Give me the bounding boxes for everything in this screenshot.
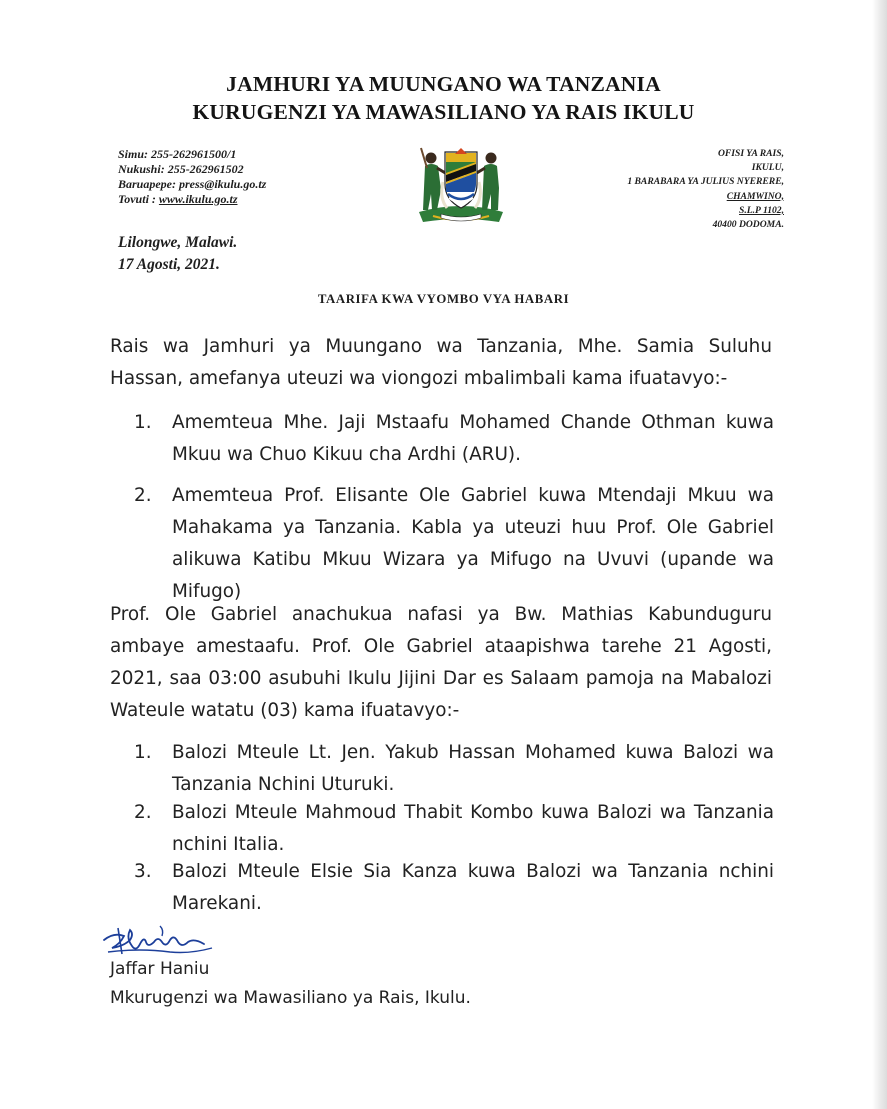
website-label: Tovuti : xyxy=(118,192,159,206)
website-link[interactable]: www.ikulu.go.tz xyxy=(158,192,238,206)
ambassador-item-1 xyxy=(134,737,774,801)
email-line: Baruapepe: press@ikulu.go.tz xyxy=(118,177,267,191)
second-paragraph: Prof. Ole Gabriel anachukua nafasi ya Bw. Mathias Kabunduguru ambaye amestaafu. Prof. Ole Gabriel ataapishwa tarehe 21 Agosti, 2021, saa 03:00 asubuhi Ikulu Jijini Dar es Salaam pamoja na Mabalozi Wateule watatu (03) kama ifuatavyo:- xyxy=(110,604,772,721)
address-line: IKULU, xyxy=(751,162,784,174)
ambassador-item-3 xyxy=(134,856,774,920)
list-text: Balozi Mteule Lt. Jen. Yakub Hassan Mohamed kuwa Balozi wa Tanzania Nchini Uturuki. xyxy=(172,742,774,795)
press-release-title: TAARIFA KWA VYOMBO VYA HABARI xyxy=(317,292,570,306)
appointment-item-1 xyxy=(134,407,774,471)
coat-of-arms-emblem xyxy=(411,138,511,226)
list-text: Amemteua Mhe. Jaji Mstaafu Mohamed Chande Othman kuwa Mkuu wa Chuo Kikuu cha Ardhi (ARU). xyxy=(172,412,774,465)
place-line: Lilongwe, Malawi. xyxy=(118,234,238,251)
ambassador-item-2 xyxy=(134,797,774,861)
fax-line: Nukushi: 255-262961502 xyxy=(118,162,244,176)
list-text: Balozi Mteule Mahmoud Thabit Kombo kuwa Balozi wa Tanzania nchini Italia. xyxy=(172,802,774,855)
list-text: Amemteua Prof. Elisante Ole Gabriel kuwa Mtendaji Mkuu wa Mahakama ya Tanzania. Kabla ya uteuzi huu Prof. Ole Gabriel alikuwa Katibu Mkuu Wizara ya Mifugo na Uvuvi (upande wa Mifugo) xyxy=(172,485,774,602)
address-line: OFISI YA RAIS, xyxy=(717,148,784,159)
office-address-block xyxy=(627,147,784,232)
appointment-item-2 xyxy=(134,480,774,608)
phone-line: Simu: 255-262961500/1 xyxy=(118,147,237,161)
address-line: S.L.P 1102, xyxy=(739,204,784,216)
signatory-name: Jaffar Haniu xyxy=(110,959,210,979)
website-line xyxy=(118,192,266,207)
list-text: Balozi Mteule Elsie Sia Kanza kuwa Balozi wa Tanzania nchini Marekani. xyxy=(172,861,774,914)
signatory-title: Mkurugenzi wa Mawasiliano ya Rais, Ikulu. xyxy=(110,988,471,1008)
letterhead-line-2: KURUGENZI YA MAWASILIANO YA RAIS IKULU xyxy=(192,100,695,124)
address-line: 40400 DODOMA. xyxy=(712,219,784,231)
letterhead-line-1: JAMHURI YA MUUNGANO WA TANZANIA xyxy=(226,72,661,96)
intro-paragraph: Rais wa Jamhuri ya Muungano wa Tanzania, Mhe. Samia Suluhu Hassan, amefanya uteuzi wa viongozi mbalimbali kama ifuatavyo:- xyxy=(110,336,772,389)
list-number: 2. xyxy=(134,485,152,506)
list-number: 3. xyxy=(134,861,152,882)
place-date-block xyxy=(118,232,237,276)
page-edge-shadow xyxy=(872,0,887,1109)
address-line: 1 BARABARA YA JULIUS NYERERE, xyxy=(627,176,784,188)
list-number: 1. xyxy=(134,412,152,433)
date-line: 17 Agosti, 2021. xyxy=(118,256,220,273)
contact-block xyxy=(118,147,266,207)
list-number: 2. xyxy=(134,802,152,823)
signatory-block xyxy=(110,955,471,1013)
address-line: CHAMWINO, xyxy=(726,190,784,202)
list-number: 1. xyxy=(134,742,152,763)
